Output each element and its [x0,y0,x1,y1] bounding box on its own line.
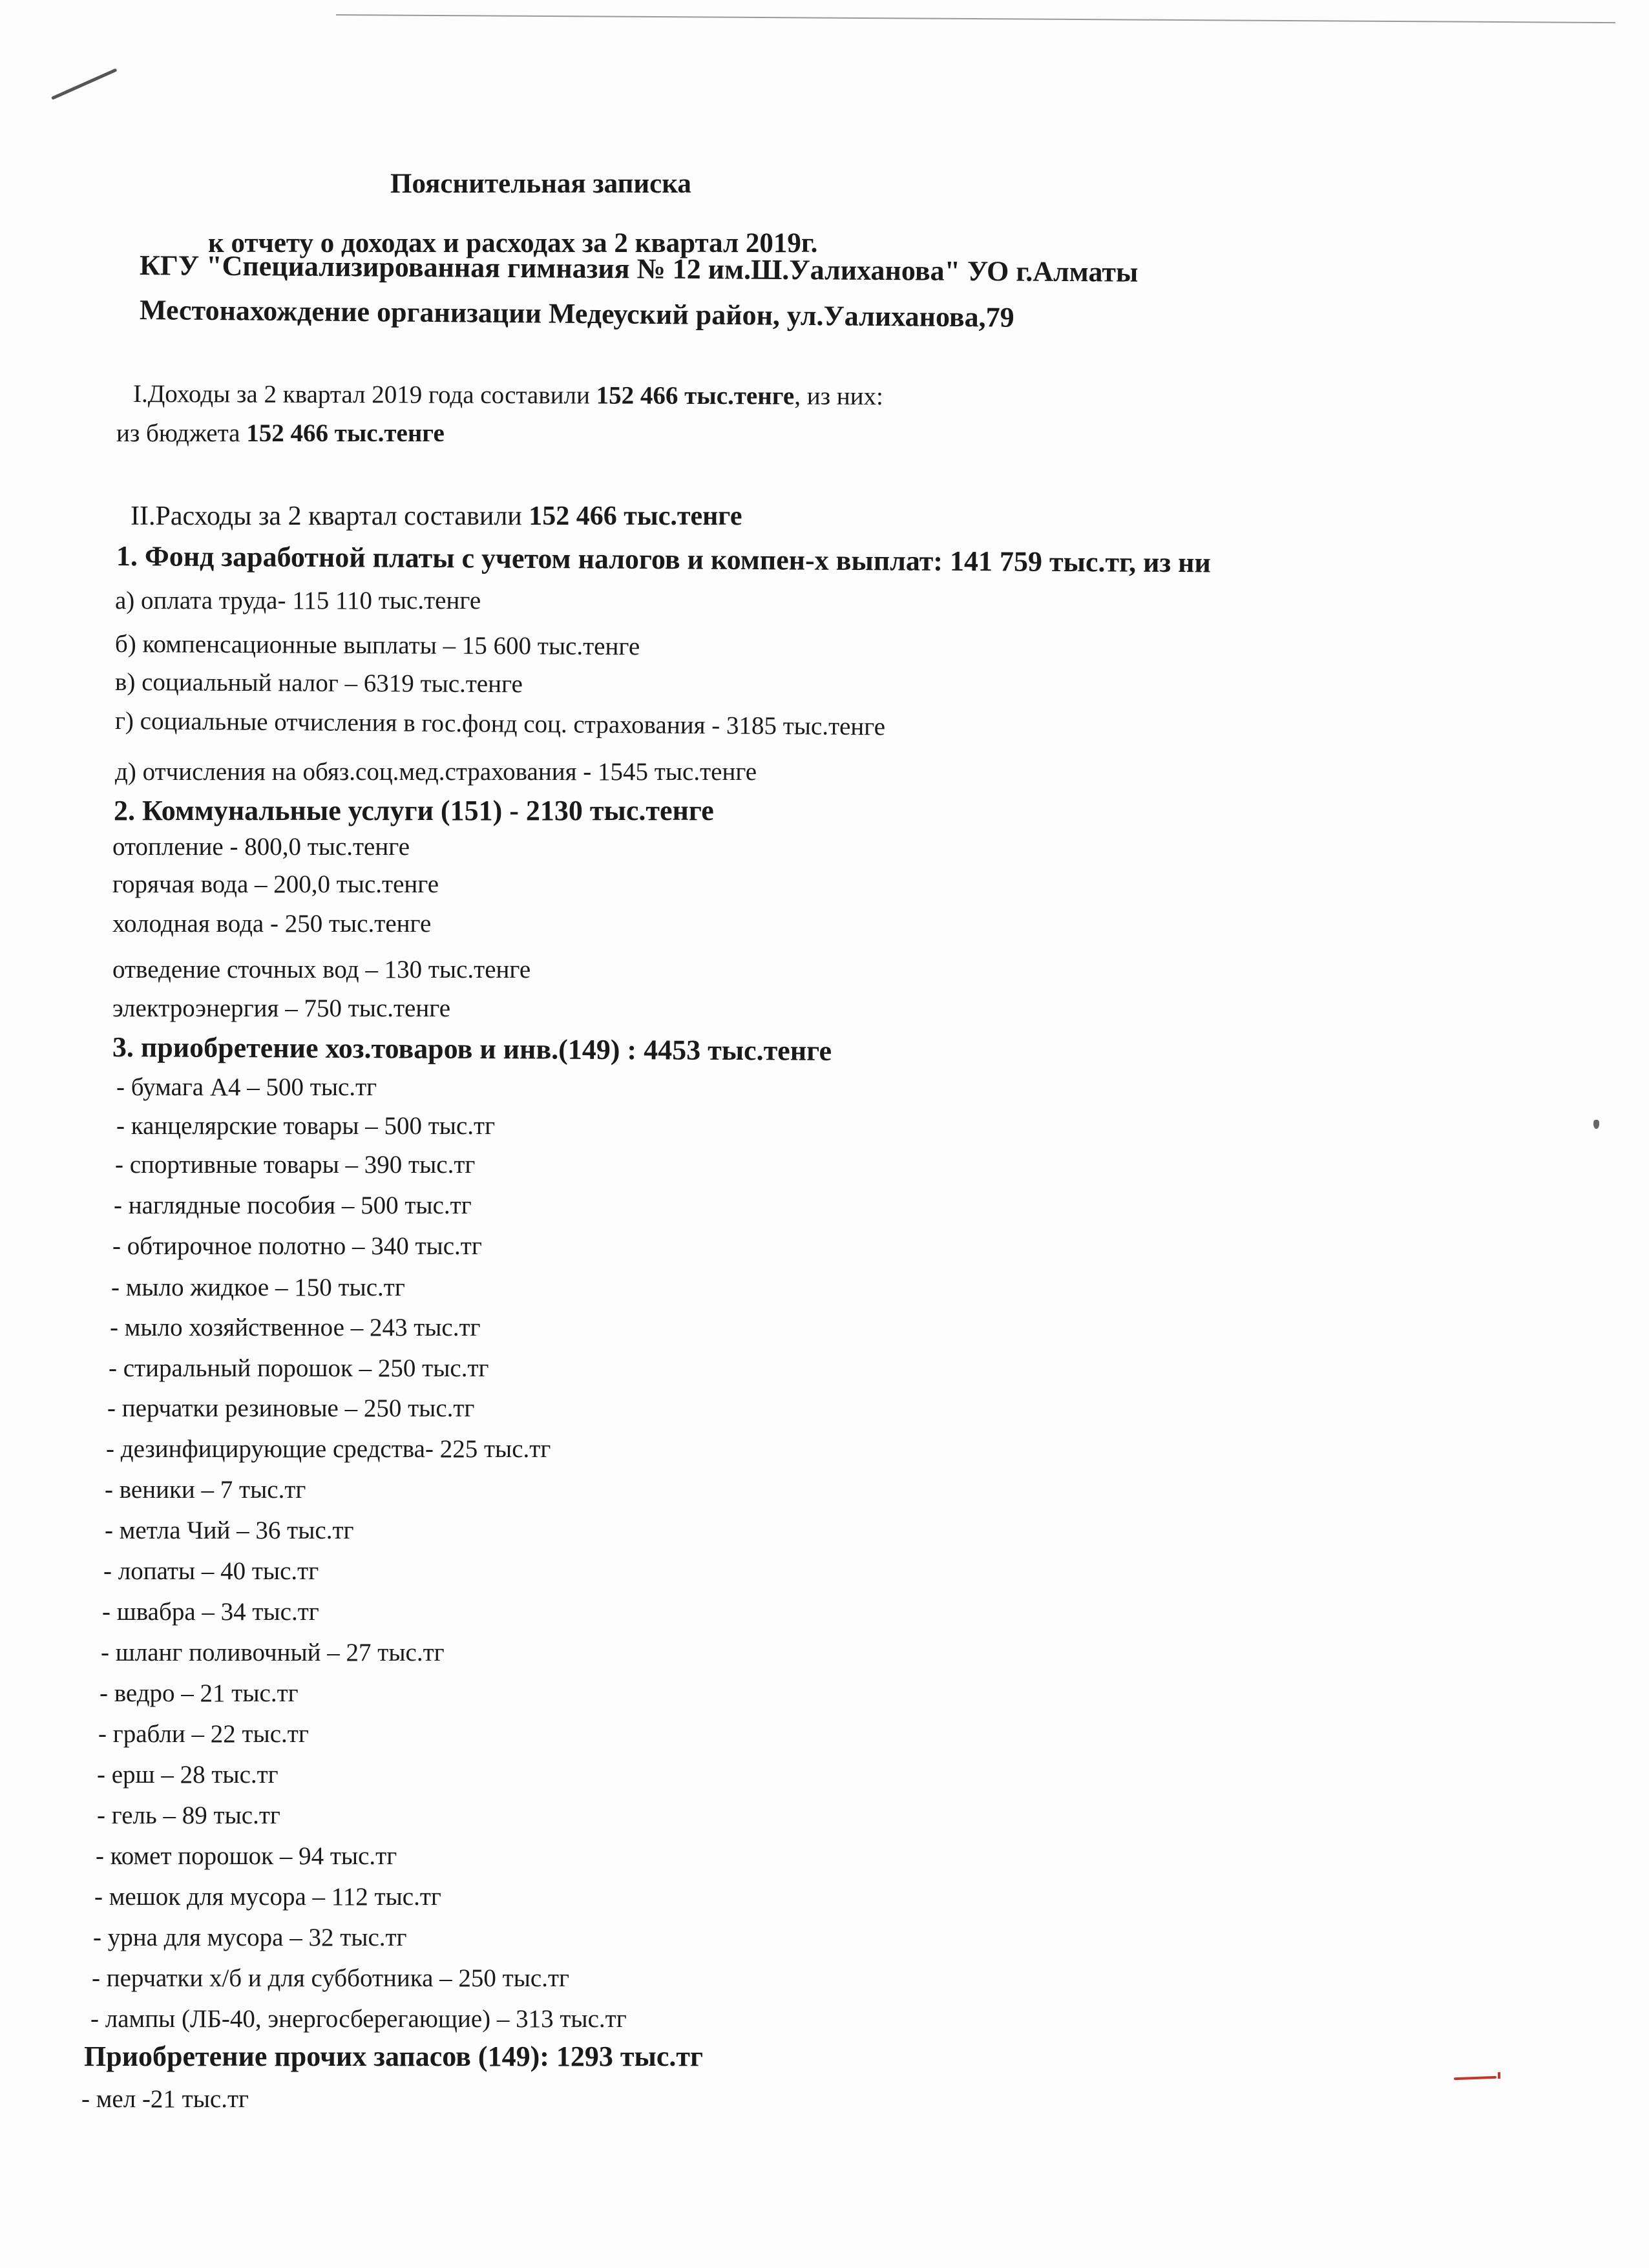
income-budget-line [116,419,445,448]
pen-mark [51,68,118,100]
section-3-item: - метла Чий – 36 тыс.тг [105,1517,354,1544]
section-3-item: - мыло жидкое – 150 тыс.тг [111,1274,405,1301]
section-3-item: - грабли – 22 тыс.тг [98,1720,309,1748]
section-1-heading: 1. Фонд заработной платы с учетом налогов и компен-х выплат: 141 759 тыс.тг, из ни [116,540,1211,579]
section-2-item: горячая вода – 200,0 тыс.тенге [112,870,439,898]
income-budget-amount: 152 466 тыс.тенге [246,419,445,447]
section-3-item: - мыло хозяйственное – 243 тыс.тг [110,1314,481,1341]
section-3-item: - перчатки резиновые – 250 тыс.тг [107,1394,475,1422]
section-3-item: - дезинфицирующие средства- 225 тыс.тг [106,1435,551,1463]
section-3-item: - комет порошок – 94 тыс.тг [96,1842,397,1870]
section-1-item: в) социальный налог – 6319 тыс.тенге [114,668,523,698]
section-1-item: д) отчисления на обяз.соц.мед.страхования - 1545 тыс.тенге [115,758,757,786]
section-1-item: а) оплата труда- 115 110 тыс.тенге [115,587,481,614]
section-2-item: холодная вода - 250 тыс.тенге [112,910,432,938]
scan-edge-line [336,14,1615,23]
section-4-item: - мел -21 тыс.тг [81,2085,249,2113]
section-3-item: - спортивные товары – 390 тыс.тг [115,1151,476,1179]
section-3-item: - наглядные пособия – 500 тыс.тг [114,1192,472,1219]
section-3-item: - швабра – 34 тыс.тг [102,1598,319,1626]
expenses-total-line [131,501,742,531]
document-title: Пояснительная записка [390,169,691,199]
income-total-line [133,379,883,412]
section-3-item: - перчатки х/б и для субботника – 250 тыс.тг [92,1964,570,1992]
section-2-item: электроэнергия – 750 тыс.тенге [112,994,451,1022]
section-2-heading: 2. Коммунальные услуги (151) - 2130 тыс.тенге [114,795,714,826]
section-3-item: - бумага А4 – 500 тыс.тг [116,1073,377,1101]
section-1-item: б) компенсационные выплаты – 15 600 тыс.тенге [114,630,640,661]
section-2-item: отопление - 800,0 тыс.тенге [112,833,410,861]
section-3-item: - ерш – 28 тыс.тг [97,1761,278,1789]
income-budget-prefix: из бюджета [116,419,247,447]
section-3-item: - урна для мусора – 32 тыс.тг [93,1924,407,1951]
section-3-item: - шланг поливочный – 27 тыс.тг [101,1639,445,1666]
document-subtitle: к отчету о доходах и расходах за 2 квартал 2019г. [208,228,818,258]
section-3-item: - канцелярские товары – 500 тыс.тг [116,1112,496,1140]
scan-speck [1593,1120,1599,1129]
expenses-total-prefix: II.Расходы за 2 квартал составили [131,501,529,531]
section-3-item: - веники – 7 тыс.тг [105,1476,306,1504]
section-3-item: - стиральный порошок – 250 тыс.тг [109,1354,489,1382]
income-total-prefix: I.Доходы за 2 квартал 2019 года составили [132,380,596,410]
red-pen-mark [1454,2076,1497,2080]
section-3-item: - лампы (ЛБ-40, энергосберегающие) – 313 тыс.тг [90,2005,627,2033]
income-total-amount: 152 466 тыс.тенге [596,381,795,410]
section-4-heading: Приобретение прочих запасов (149): 1293 тыс.тг [84,2041,703,2072]
organization-location: Местонахождение организации Медеуский район, ул.Уалиханова,79 [139,294,1014,333]
section-3-item: - обтирочное полотно – 340 тыс.тг [112,1232,482,1260]
organization-name: КГУ "Специализированная гимназия № 12 им.Ш.Уалиханова" УО г.Алматы [139,249,1139,288]
section-3-heading: 3. приобретение хоз.товаров и инв.(149) : 4453 тыс.тенге [112,1031,832,1067]
section-3-item: - лопаты – 40 тыс.тг [103,1557,319,1585]
red-pen-dot [1498,2072,1500,2079]
section-3-item: - мешок для мусора – 112 тыс.тг [94,1883,441,1911]
expenses-total-amount: 152 466 тыс.тенге [529,501,742,531]
income-total-suffix: , из них: [794,382,883,411]
section-3-item: - гель – 89 тыс.тг [97,1801,280,1829]
section-3-item: - ведро – 21 тыс.тг [100,1679,299,1707]
section-1-item: г) социальные отчисления в гос.фонд соц. страхования - 3185 тыс.тенге [114,707,886,741]
section-2-item: отведение сточных вод – 130 тыс.тенге [112,956,531,983]
